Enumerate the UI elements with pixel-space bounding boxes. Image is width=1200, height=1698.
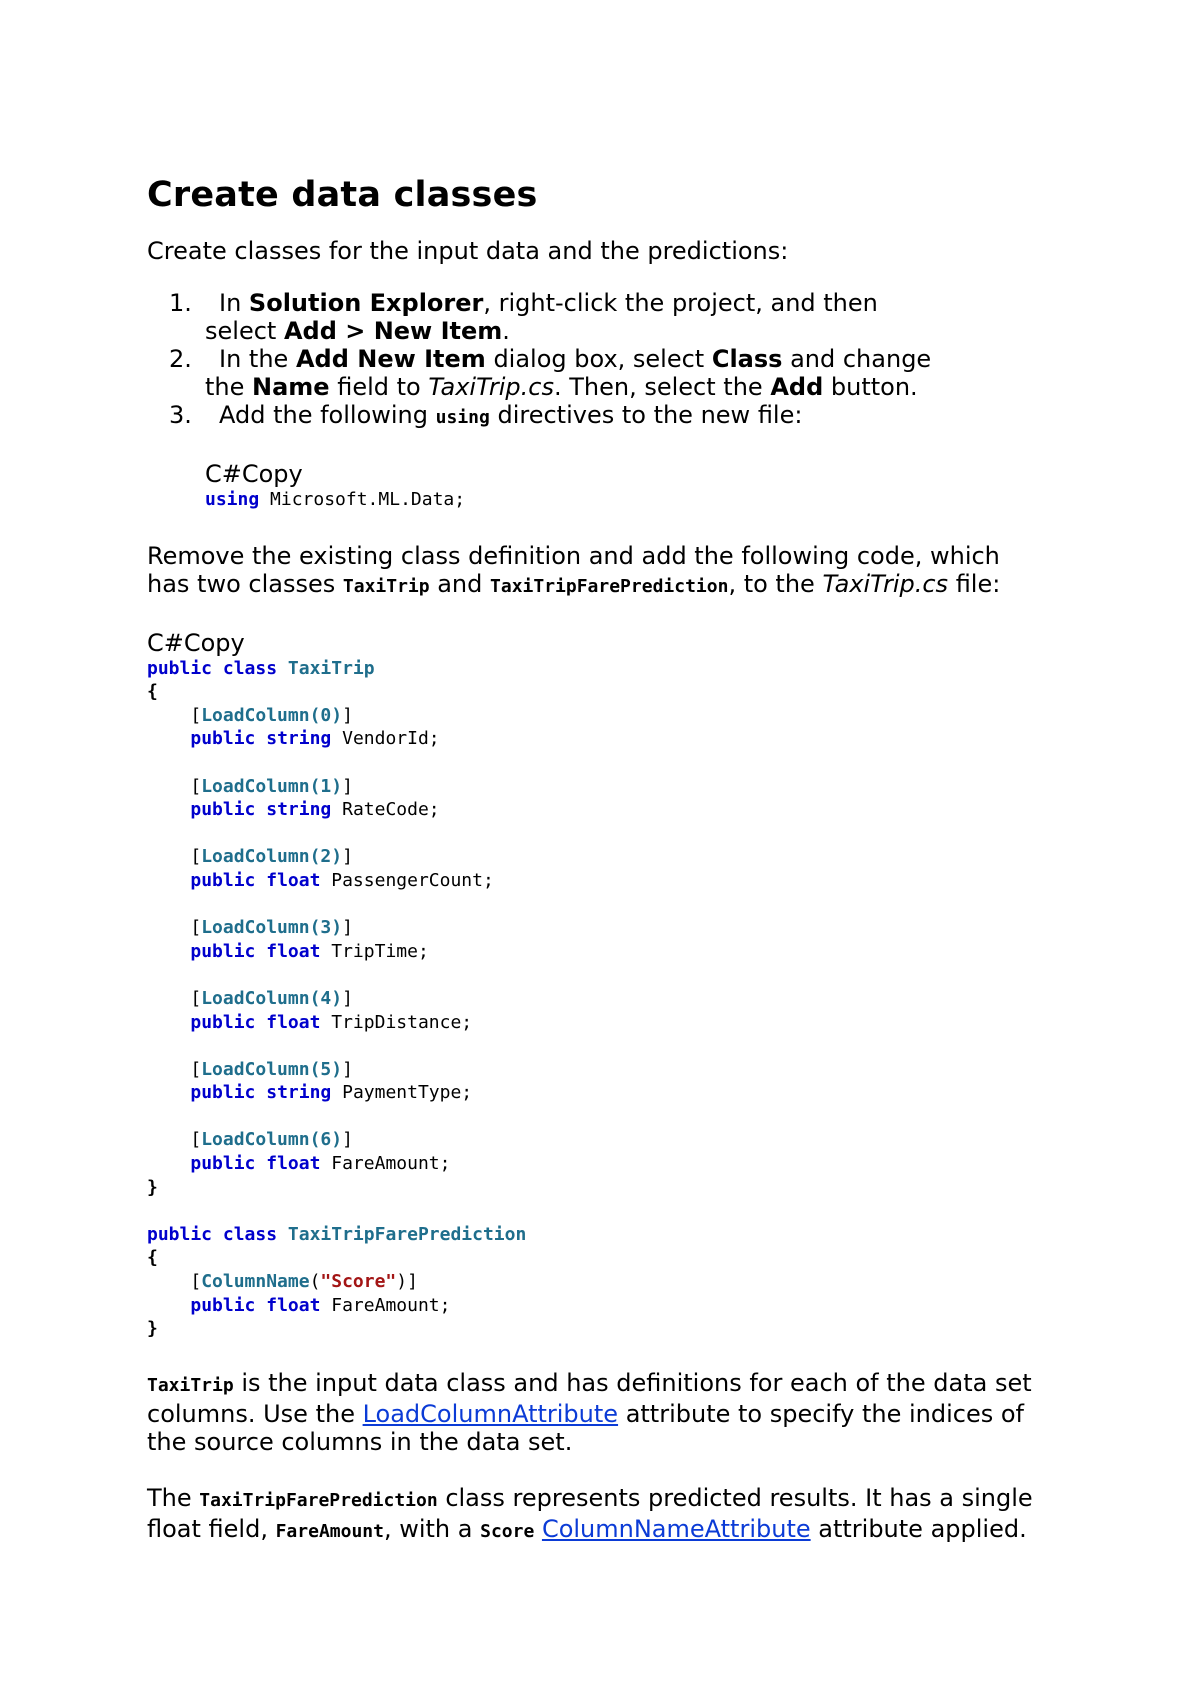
intro-text: Create classes for the input data and the predictions:	[147, 237, 789, 265]
step-number: 2.	[169, 345, 192, 373]
load-column-attribute-link[interactable]: LoadColumnAttribute	[362, 1399, 619, 1428]
paragraph-remove-class: Remove the existing class definition and add the following code, which has two classes TaxiTrip and TaxiTripFarePrediction, to the TaxiTrip.cs file:	[147, 541, 1001, 598]
paragraph-taxitrip: TaxiTrip is the input data class and has definitions for each of the data set columns. Use the LoadColumnAttribute attribute to specify the indices of the source columns in the data set.	[147, 1368, 1032, 1456]
code-listing: public class TaxiTrip { [LoadColumn(0)] public string VendorId; [LoadColumn(1)] public string RateCode; [LoadColumn(2)] public float PassengerCount; [LoadColumn(3)] public float TripTime; [LoadColumn(4)] public float TripDistance; [LoadColumn(5)] public string PaymentType; [LoadColumn(6)] public float FareAmount; } public class TaxiTripFarePrediction { [ColumnName("Score")] public float FareAmount; }	[147, 657, 527, 1340]
inline-code: TaxiTrip	[342, 575, 430, 597]
inline-code: TaxiTripFarePrediction	[199, 1489, 438, 1511]
inline-code: using	[435, 407, 490, 428]
step-number: 3.	[169, 401, 192, 429]
list-item: 3. Add the following using directives to the new file:	[169, 401, 803, 429]
code-line: using Microsoft.ML.Data;	[205, 489, 466, 510]
copy-button[interactable]: C#Copy	[205, 460, 303, 488]
inline-code: FareAmount	[275, 1520, 384, 1542]
list-item: 1. In Solution Explorer, right-click the project, and then select Add > New Item.	[169, 289, 878, 345]
document-page	[147, 170, 1077, 1546]
inline-code: Score	[480, 1520, 535, 1542]
main-code-block	[147, 629, 1077, 1341]
using-snippet	[205, 460, 1077, 512]
steps-list	[147, 289, 1077, 432]
paragraph-prediction: The TaxiTripFarePrediction class represents predicted results. It has a single float field, FareAmount, with a Score ColumnNameAttribute attribute applied.	[147, 1483, 1033, 1543]
inline-code: TaxiTrip	[147, 1374, 234, 1396]
page-title: Create data classes	[147, 175, 538, 215]
step-number: 1.	[169, 289, 192, 317]
list-item: 2. In the Add New Item dialog box, select Class and change the Name field to TaxiTrip.cs. Then, select the Add button.	[169, 345, 932, 401]
column-name-attribute-link[interactable]: ColumnNameAttribute	[541, 1514, 811, 1543]
copy-button[interactable]: C#Copy	[147, 628, 245, 657]
inline-code: TaxiTripFarePrediction	[490, 575, 729, 597]
